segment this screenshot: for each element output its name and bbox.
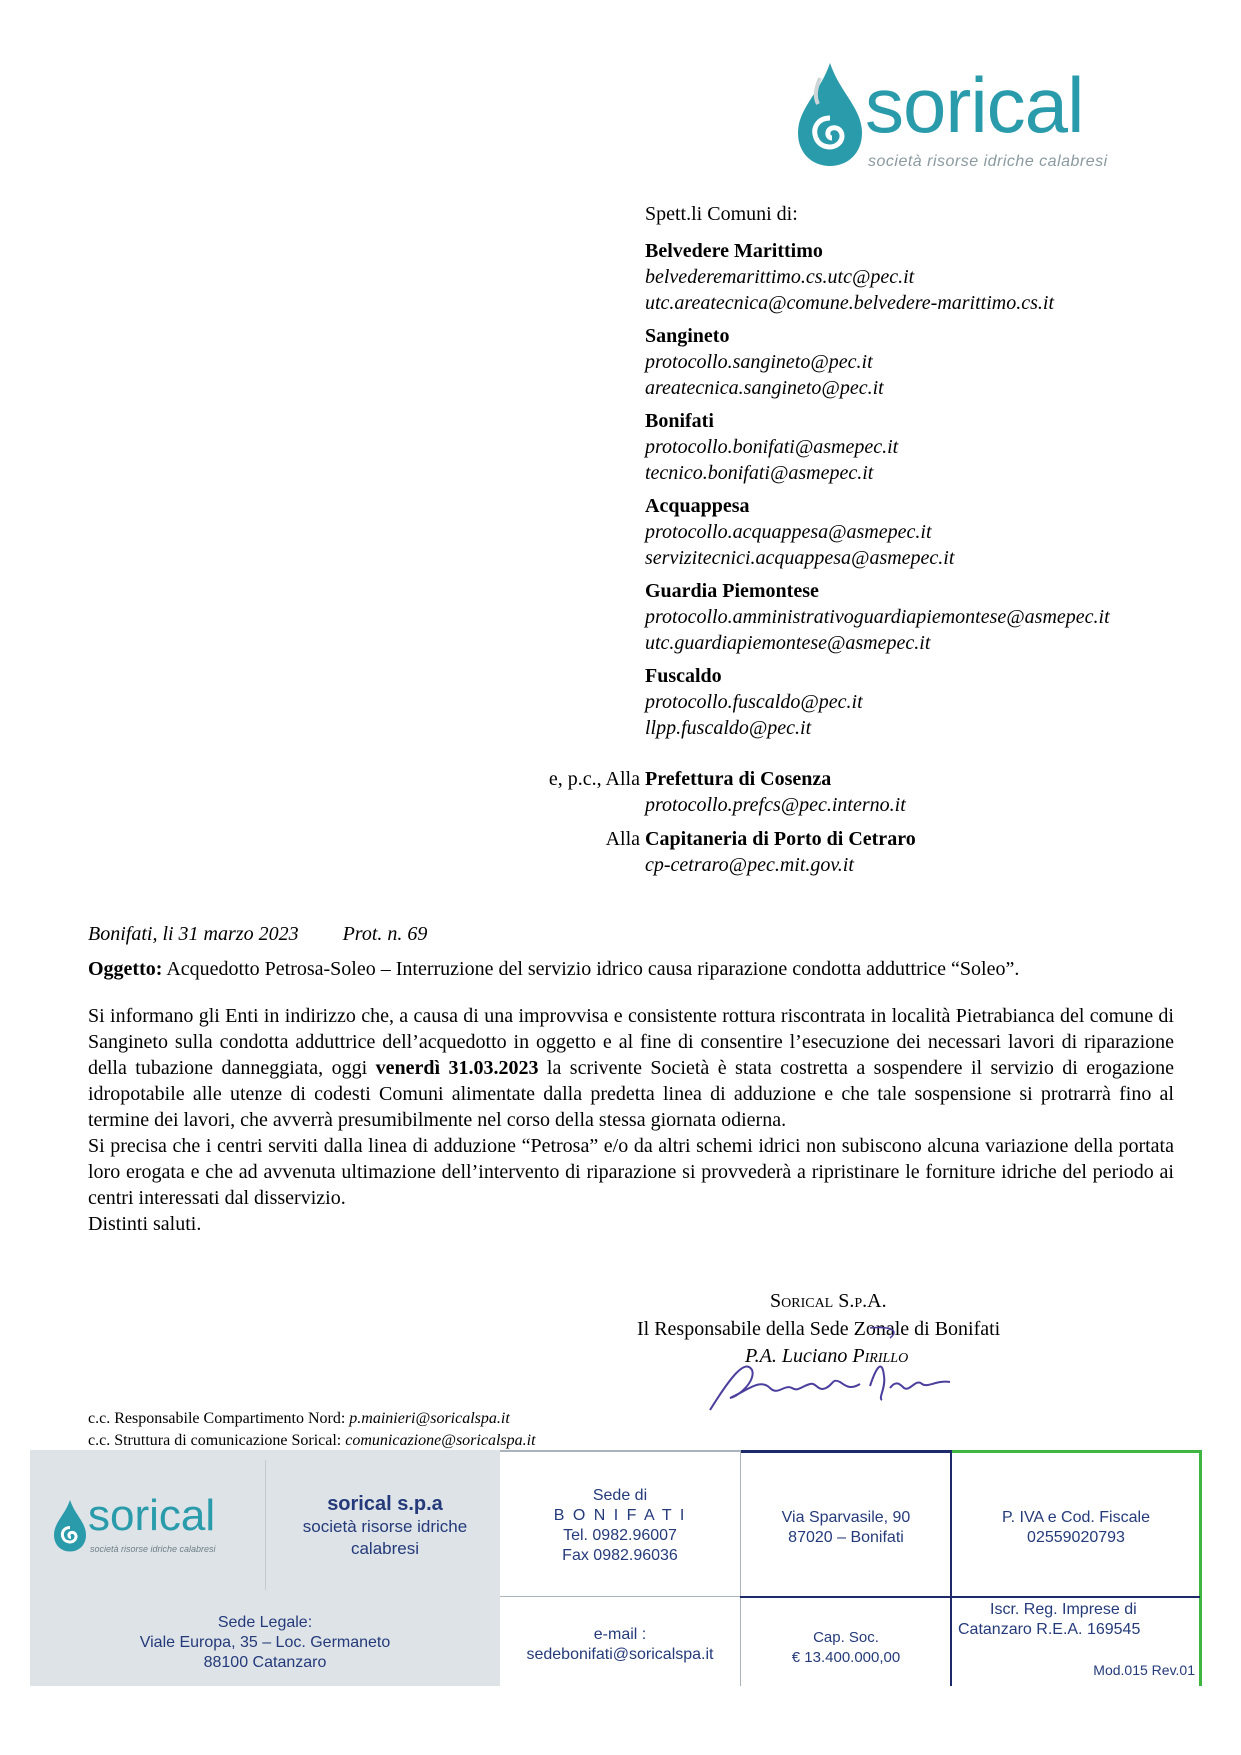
recipient-name: Sangineto (645, 325, 730, 347)
highlight-date: venerdì 31.03.2023 (375, 1057, 539, 1079)
recipient-email: protocollo.acquappesa@asmepec.it (645, 521, 932, 543)
water-drop-icon (50, 1496, 90, 1554)
recipient-block (645, 323, 884, 401)
recipient-block (645, 578, 1110, 656)
footer-address: Via Sparvasile, 90 87020 – Bonifati (781, 1509, 911, 1546)
signature-company: Sorical S.p.A. (770, 1290, 887, 1312)
footer-email: e-mail : sedebonifati@soricalspa.it (526, 1626, 714, 1663)
recipient-email: utc.guardiapiemontese@asmepec.it (645, 632, 931, 654)
recipient-email: servizitecnici.acquappesa@asmepec.it (645, 547, 955, 569)
cc-prefix: e, p.c., Alla (548, 768, 640, 790)
signature-name: P.A. Luciano Pirillo (745, 1345, 909, 1367)
cc-name: Prefettura di Cosenza (645, 768, 832, 790)
recipient-email: areatecnica.sangineto@pec.it (645, 377, 884, 399)
footer-sede: Sede di B O N I F A T I Tel. 0982.96007 Fax 0982.96036 (553, 1487, 687, 1564)
recipient-block (645, 408, 898, 486)
recipient-name: Fuscaldo (645, 665, 722, 687)
letter-body (88, 1003, 1174, 1237)
recipient-block (645, 238, 1054, 316)
cc-name: Capitaneria di Porto di Cetraro (645, 828, 916, 850)
footer-logo (50, 1492, 260, 1572)
recipient-email: utc.areatecnica@comune.belvedere-marittimo.cs.it (645, 292, 1055, 314)
body-paragraph-1: Si informano gli Enti in indirizzo che, a causa di una improvvisa e consistente rottura riscontrata in località Pietrabianca del comune di Sangineto sulla condotta adduttrice dell’acquedotto in oggetto e al fine di consentire l’esecuzione dei necessari lavori di riparazione della tubazione danneggiata, oggi venerdì 31.03.2023 la scrivente Società è stata costretta a sospendere il servizio di erogazione idropotabile alle utenze di codesti Comuni alimentate dalla predetta linea di adduzione e che tale sospensione si protrarrà fino al termine dei lavori, che avverrà presumibilmente nel corso della stessa giornata odierna. (88, 1005, 1175, 1131)
subject-label: Oggetto: (88, 958, 163, 980)
footer-model-revision: Mod.015 Rev.01 (1093, 1662, 1195, 1678)
recipient-email: protocollo.bonifati@asmepec.it (645, 436, 899, 458)
recipient-email: llpp.fuscaldo@pec.it (645, 717, 812, 739)
recipient-email: protocollo.amministrativoguardiapiemontese@asmepec.it (645, 606, 1110, 628)
footer-logo-tagline: società risorse idriche calabresi (90, 1544, 216, 1554)
footer-capital: Cap. Soc. € 13.400.000,00 (791, 1629, 901, 1666)
cc-prefix: Alla (605, 828, 640, 850)
recipient-email: protocollo.sangineto@pec.it (645, 351, 873, 373)
logo-tagline: società risorse idriche calabresi (868, 153, 1108, 170)
handwritten-signature (700, 1318, 990, 1428)
footer-company: sorical s.p.a società risorse idriche calabresi (302, 1493, 468, 1558)
recipient-email: tecnico.bonifati@asmepec.it (645, 462, 874, 484)
sorical-logo (790, 58, 1130, 178)
footer-legal-seat: Sede Legale: Viale Europa, 35 – Loc. Germaneto 88100 Catanzaro (139, 1614, 391, 1671)
footer-vat: P. IVA e Cod. Fiscale 02559020793 (1002, 1509, 1150, 1546)
subject-text: Acquedotto Petrosa-Soleo – Interruzione del servizio idrico causa riparazione condotta adduttrice “Soleo”. (166, 958, 1020, 980)
closing: Distinti saluti. (88, 1213, 202, 1235)
footer-registry: Iscr. Reg. Imprese di Catanzaro R.E.A. 169545 (958, 1601, 1141, 1638)
letterhead-footer (30, 1450, 1202, 1686)
date-line (88, 923, 471, 946)
signature-role: Il Responsabile della Sede Zonale di Bonifati (637, 1318, 1001, 1340)
recipients-intro: Spett.li Comuni di: (645, 203, 798, 225)
protocol-number: Prot. n. 69 (342, 923, 428, 945)
recipient-email: protocollo.fuscaldo@pec.it (645, 691, 863, 713)
cc-email: protocollo.prefcs@pec.interno.it (645, 794, 906, 816)
subject-line (88, 958, 1019, 981)
date: Bonifati, li 31 marzo 2023 (88, 923, 299, 945)
cc-bottom-line: c.c. Responsabile Compartimento Nord: p.mainieri@soricalspa.it (88, 1410, 510, 1427)
footer-logo-word: sorical (88, 1491, 216, 1540)
recipient-name: Acquappesa (645, 495, 750, 517)
recipient-block (645, 493, 954, 571)
recipient-email: belvederemarittimo.cs.utc@pec.it (645, 266, 915, 288)
recipient-block (645, 663, 863, 741)
cc-email: cp-cetraro@pec.mit.gov.it (645, 854, 854, 876)
body-paragraph-2: Si precisa che i centri serviti dalla linea di adduzione “Petrosa” e/o da altri schemi idrici non subiscono alcuna variazione della portata loro erogata e che ad avvenuta ultimazione dell’intervento di riparazione si provvederà a ripristinare le forniture idriche del periodo ai centri interessati dal disservizio. (88, 1135, 1174, 1209)
logo-wordmark: sorical (865, 61, 1084, 149)
recipient-name: Guardia Piemontese (645, 580, 819, 602)
water-drop-icon (790, 58, 870, 168)
recipient-name: Belvedere Marittimo (645, 240, 823, 262)
recipient-name: Bonifati (645, 410, 714, 432)
cc-bottom-line: c.c. Struttura di comunicazione Sorical: comunicazione@soricalspa.it (88, 1432, 536, 1449)
